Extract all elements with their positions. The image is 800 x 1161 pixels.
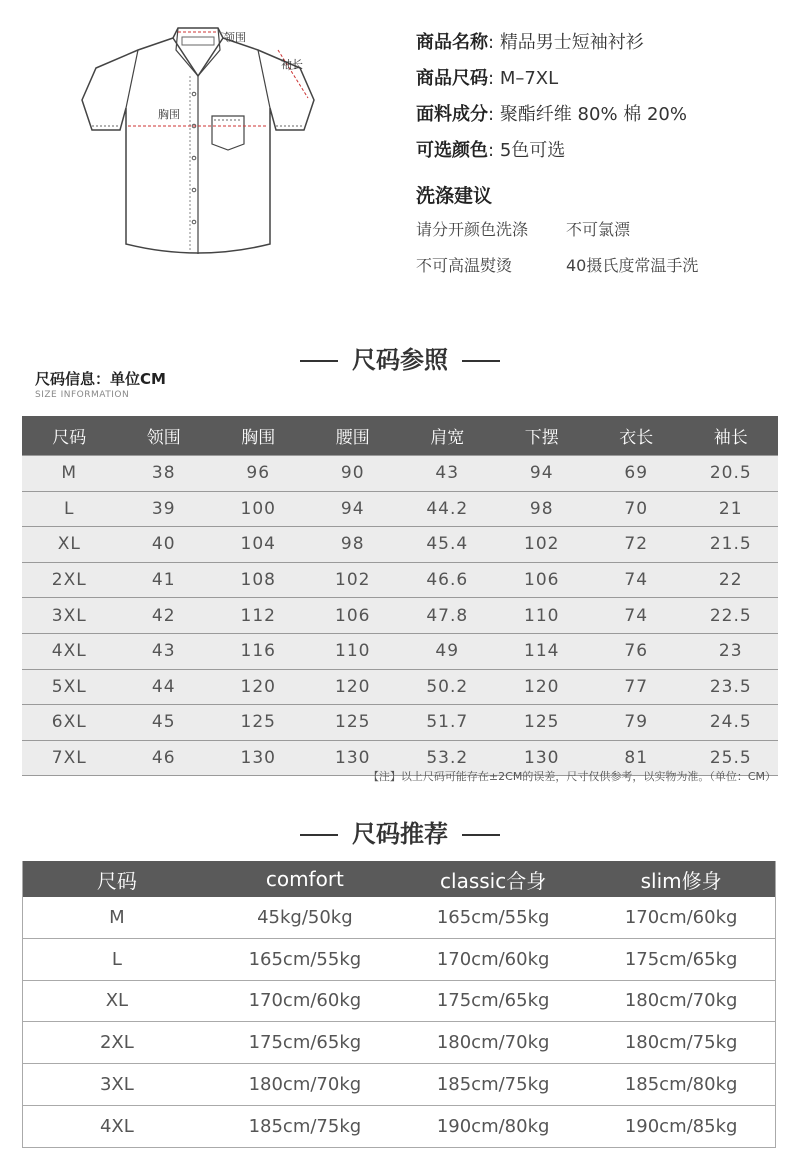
spec-color-key: 可选颜色 (416, 140, 488, 161)
value-cell: 190cm/85kg (587, 1105, 775, 1147)
value-cell: 165cm/55kg (399, 897, 587, 938)
value-cell: 170cm/60kg (211, 980, 399, 1022)
value-cell: 72 (589, 527, 684, 563)
spec-sep: : (488, 104, 495, 125)
value-cell: 77 (589, 669, 684, 705)
value-cell: 104 (211, 527, 306, 563)
value-cell: 24.5 (684, 705, 779, 741)
size-note: 【注】以上尺码可能存在±2CM的误差，尺寸仅供参考，以实物为准。（单位：CM） (367, 770, 776, 783)
value-cell: 100 (211, 491, 306, 527)
spec-color-value: 5色可选 (499, 140, 566, 161)
value-cell: 110 (495, 598, 590, 634)
size-cell: 2XL (22, 562, 117, 598)
size-cell: 5XL (22, 669, 117, 705)
value-cell: 23.5 (684, 669, 779, 705)
col-header: 尺码 (23, 861, 211, 897)
size-cell: M (22, 456, 117, 492)
size-cell: 3XL (23, 1064, 211, 1106)
size-info-en: SIZE INFORMATION (35, 390, 130, 400)
spec-name-value: 精品男士短袖衬衫 (499, 32, 644, 53)
value-cell: 120 (495, 669, 590, 705)
table-row (23, 1064, 776, 1106)
value-cell: 94 (306, 491, 401, 527)
table-row (23, 1105, 776, 1147)
chest-label: 胸围 (158, 108, 180, 121)
value-cell: 74 (589, 598, 684, 634)
value-cell: 41 (117, 562, 212, 598)
value-cell: 22.5 (684, 598, 779, 634)
value-cell: 76 (589, 633, 684, 669)
value-cell: 120 (306, 669, 401, 705)
value-cell: 120 (211, 669, 306, 705)
value-cell: 22 (684, 562, 779, 598)
value-cell: 74 (589, 562, 684, 598)
spec-size-value: M–7XL (499, 68, 559, 89)
col-header: 胸围 (211, 416, 306, 456)
col-header: 肩宽 (400, 416, 495, 456)
washing-item: 不可高温熨烫 (416, 256, 513, 275)
col-header: 腰围 (306, 416, 401, 456)
value-cell: 45.4 (400, 527, 495, 563)
col-header: 袖长 (684, 416, 779, 456)
size-cell: 6XL (22, 705, 117, 741)
size-info-label: 尺码信息：单位CM (35, 370, 166, 388)
table-row (22, 669, 778, 705)
value-cell: 180cm/70kg (211, 1064, 399, 1106)
value-cell: 180cm/70kg (399, 1022, 587, 1064)
table-row (22, 705, 778, 741)
col-header: slim修身 (587, 861, 775, 897)
value-cell: 44 (117, 669, 212, 705)
value-cell: 47.8 (400, 598, 495, 634)
spec-fabric (416, 100, 687, 126)
table-row (23, 897, 776, 938)
size-cell: 2XL (23, 1022, 211, 1064)
recommend-title: 尺码推荐 (352, 820, 448, 848)
value-cell: 130 (211, 740, 306, 776)
spec-size (416, 64, 558, 90)
col-header: comfort (211, 861, 399, 897)
value-cell: 43 (117, 633, 212, 669)
value-cell: 43 (400, 456, 495, 492)
table-row (23, 980, 776, 1022)
spec-name (416, 28, 644, 54)
value-cell: 175cm/65kg (587, 938, 775, 980)
table-row (22, 598, 778, 634)
recommend-header (23, 861, 776, 897)
spec-fabric-key: 面料成分 (416, 104, 488, 125)
value-cell: 53.2 (400, 740, 495, 776)
table-row (22, 527, 778, 563)
value-cell: 39 (117, 491, 212, 527)
value-cell: 185cm/75kg (399, 1064, 587, 1106)
size-cell: M (23, 897, 211, 938)
table-row (22, 633, 778, 669)
value-cell: 114 (495, 633, 590, 669)
size-cell: 4XL (22, 633, 117, 669)
sleeve-label: 袖长 (281, 58, 303, 71)
value-cell: 175cm/65kg (399, 980, 587, 1022)
spec-color (416, 136, 565, 162)
value-cell: 42 (117, 598, 212, 634)
value-cell: 98 (306, 527, 401, 563)
value-cell: 130 (495, 740, 590, 776)
table-row (23, 1022, 776, 1064)
washing-item: 不可氯漂 (566, 220, 631, 239)
size-cell: 4XL (23, 1105, 211, 1147)
table-row (22, 456, 778, 492)
value-cell: 25.5 (684, 740, 779, 776)
value-cell: 20.5 (684, 456, 779, 492)
value-cell: 46 (117, 740, 212, 776)
value-cell: 112 (211, 598, 306, 634)
value-cell: 51.7 (400, 705, 495, 741)
value-cell: 45kg/50kg (211, 897, 399, 938)
size-chart-title: 尺码参照 (352, 346, 448, 374)
collar-label: 领围 (224, 31, 246, 44)
value-cell: 110 (306, 633, 401, 669)
value-cell: 70 (589, 491, 684, 527)
spec-sep: : (488, 140, 495, 161)
col-header: 领围 (117, 416, 212, 456)
table-row (22, 562, 778, 598)
value-cell: 106 (306, 598, 401, 634)
value-cell: 81 (589, 740, 684, 776)
size-cell: XL (22, 527, 117, 563)
size-cell: L (23, 938, 211, 980)
value-cell: 108 (211, 562, 306, 598)
table-row (23, 938, 776, 980)
value-cell: 180cm/75kg (587, 1022, 775, 1064)
value-cell: 185cm/75kg (211, 1105, 399, 1147)
value-cell: 102 (306, 562, 401, 598)
value-cell: 69 (589, 456, 684, 492)
size-cell: XL (23, 980, 211, 1022)
value-cell: 125 (211, 705, 306, 741)
value-cell: 125 (495, 705, 590, 741)
value-cell: 21 (684, 491, 779, 527)
spec-sep: : (488, 68, 495, 89)
spec-sep: : (488, 32, 495, 53)
value-cell: 130 (306, 740, 401, 776)
value-cell: 44.2 (400, 491, 495, 527)
value-cell: 165cm/55kg (211, 938, 399, 980)
value-cell: 50.2 (400, 669, 495, 705)
value-cell: 40 (117, 527, 212, 563)
value-cell: 125 (306, 705, 401, 741)
value-cell: 185cm/80kg (587, 1064, 775, 1106)
spec-name-key: 商品名称 (416, 32, 488, 53)
shirt-diagram (78, 8, 338, 288)
washing-title: 洗涤建议 (416, 185, 493, 207)
size-chart-header (22, 416, 778, 456)
size-cell: L (22, 491, 117, 527)
value-cell: 175cm/65kg (211, 1022, 399, 1064)
value-cell: 45 (117, 705, 212, 741)
value-cell: 94 (495, 456, 590, 492)
size-cell: 7XL (22, 740, 117, 776)
value-cell: 98 (495, 491, 590, 527)
value-cell: 49 (400, 633, 495, 669)
value-cell: 23 (684, 633, 779, 669)
value-cell: 79 (589, 705, 684, 741)
size-chart-table (22, 416, 778, 776)
value-cell: 90 (306, 456, 401, 492)
value-cell: 190cm/80kg (399, 1105, 587, 1147)
col-header: classic合身 (399, 861, 587, 897)
col-header: 尺码 (22, 416, 117, 456)
value-cell: 21.5 (684, 527, 779, 563)
washing-item: 40摄氏度常温手洗 (566, 256, 699, 275)
table-row (22, 491, 778, 527)
recommend-heading (0, 814, 800, 849)
value-cell: 106 (495, 562, 590, 598)
value-cell: 180cm/70kg (587, 980, 775, 1022)
value-cell: 116 (211, 633, 306, 669)
recommend-table (22, 861, 776, 1148)
col-header: 下摆 (495, 416, 590, 456)
size-cell: 3XL (22, 598, 117, 634)
value-cell: 102 (495, 527, 590, 563)
spec-size-key: 商品尺码 (416, 68, 488, 89)
value-cell: 96 (211, 456, 306, 492)
col-header: 衣长 (589, 416, 684, 456)
spec-fabric-value: 聚酯纤维 80% 棉 20% (499, 104, 687, 125)
value-cell: 170cm/60kg (399, 938, 587, 980)
value-cell: 46.6 (400, 562, 495, 598)
value-cell: 38 (117, 456, 212, 492)
washing-item: 请分开颜色洗涤 (416, 220, 529, 239)
value-cell: 170cm/60kg (587, 897, 775, 938)
